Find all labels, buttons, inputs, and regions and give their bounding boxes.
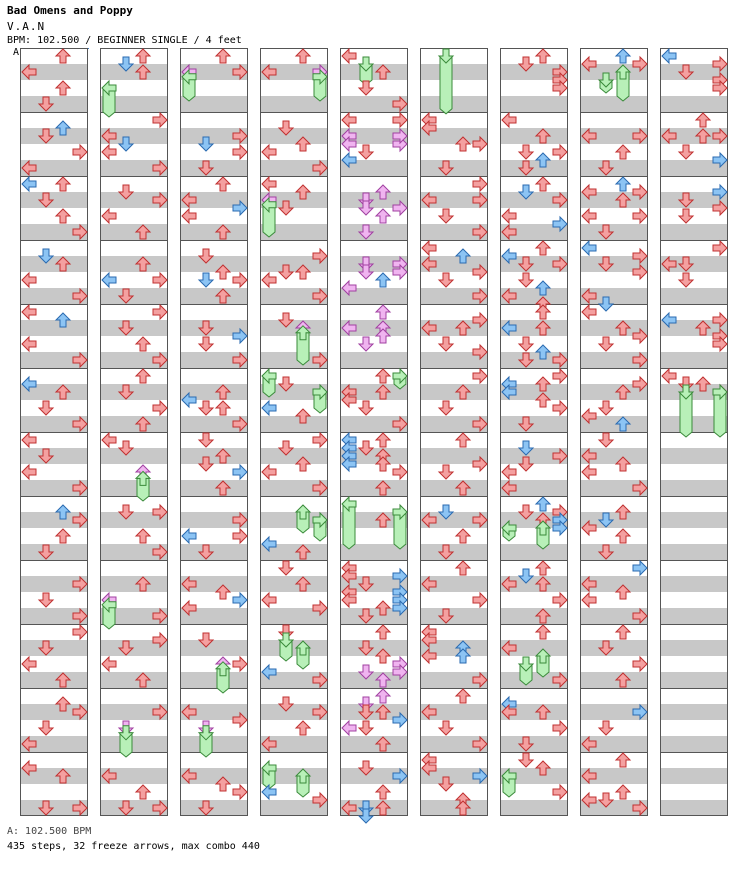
freeze-arrow-down	[439, 49, 453, 114]
beat-stripe	[340, 224, 408, 240]
beat-stripe	[500, 160, 568, 176]
freeze-arrow-left	[102, 598, 116, 629]
beat-stripe	[580, 160, 648, 176]
beat-stripe	[580, 224, 648, 240]
song-name: V.A.N	[7, 20, 46, 33]
freeze-arrow-left	[262, 369, 276, 397]
beat-stripe	[420, 64, 488, 80]
beat-stripe	[180, 672, 248, 688]
beat-stripe	[580, 544, 648, 560]
beat-stripe	[260, 416, 328, 432]
beat-stripe	[180, 736, 248, 752]
beat-stripe	[180, 448, 248, 464]
beat-stripe	[420, 608, 488, 624]
beat-stripe	[180, 800, 248, 816]
beat-stripe	[420, 96, 488, 112]
beat-stripe	[20, 544, 88, 560]
freeze-arrow-up	[296, 326, 310, 365]
beat-stripe	[180, 256, 248, 272]
freeze-arrow-up	[296, 505, 310, 533]
beat-stripe	[100, 576, 168, 592]
freeze-arrow-right	[313, 70, 327, 101]
song-title: Bad Omens and Poppy	[7, 4, 133, 17]
chart-column	[20, 48, 88, 816]
freeze-arrow-left	[102, 81, 116, 117]
beat-stripe	[580, 96, 648, 112]
chart-column	[100, 48, 168, 816]
beat-stripe	[660, 96, 728, 112]
beat-stripe	[660, 608, 728, 624]
beat-stripe	[100, 480, 168, 496]
freeze-arrow-up	[216, 662, 230, 693]
freeze-arrow-left	[262, 198, 276, 237]
chart-column	[580, 48, 648, 816]
beat-stripe	[20, 96, 88, 112]
beat-stripe	[660, 704, 728, 720]
beat-stripe	[660, 352, 728, 368]
beat-stripe	[100, 736, 168, 752]
beat-stripe	[660, 480, 728, 496]
beat-stripe	[660, 288, 728, 304]
beat-stripe	[180, 640, 248, 656]
beat-stripe	[100, 224, 168, 240]
freeze-arrow-up	[616, 65, 630, 101]
freeze-arrow-right	[393, 505, 407, 549]
beat-stripe	[100, 64, 168, 80]
beat-stripe	[260, 320, 328, 336]
beat-stripe	[500, 128, 568, 144]
beat-stripe	[420, 480, 488, 496]
beat-stripe	[180, 480, 248, 496]
chart-column	[260, 48, 328, 816]
beat-stripe	[580, 672, 648, 688]
beat-stripe	[500, 800, 568, 816]
beat-stripe	[100, 672, 168, 688]
beat-stripe	[100, 416, 168, 432]
beat-stripe	[500, 416, 568, 432]
freeze-arrow-up	[536, 649, 550, 677]
chart-stats: 435 steps, 32 freeze arrows, max combo 440	[7, 841, 260, 852]
bpm-legend: A: 102.500 BPM	[7, 826, 92, 837]
beat-stripe	[660, 736, 728, 752]
beat-stripe	[20, 256, 88, 272]
beat-stripe	[420, 384, 488, 400]
freeze-arrow-up	[296, 641, 310, 669]
beat-stripe	[260, 448, 328, 464]
beat-stripe	[20, 320, 88, 336]
freeze-arrow-left	[182, 70, 196, 101]
beat-stripe	[180, 288, 248, 304]
beat-stripe	[340, 480, 408, 496]
bpm-marker: A	[13, 47, 20, 58]
freeze-arrow-right	[713, 385, 727, 437]
beat-stripe	[100, 448, 168, 464]
beat-stripe	[260, 576, 328, 592]
beat-stripe	[500, 544, 568, 560]
beat-stripe	[100, 384, 168, 400]
beat-stripe	[420, 160, 488, 176]
beat-stripe	[260, 640, 328, 656]
beat-stripe	[100, 288, 168, 304]
beat-stripe	[660, 224, 728, 240]
beat-stripe	[660, 672, 728, 688]
beat-stripe	[340, 640, 408, 656]
beat-stripe	[340, 352, 408, 368]
beat-stripe	[20, 448, 88, 464]
beat-stripe	[580, 640, 648, 656]
beat-stripe	[180, 160, 248, 176]
freeze-arrow-right	[313, 385, 327, 413]
beat-stripe	[20, 128, 88, 144]
freeze-arrow-right	[313, 513, 327, 541]
beat-stripe	[340, 736, 408, 752]
beat-stripe	[100, 256, 168, 272]
freeze-arrow-up	[136, 471, 150, 501]
beat-stripe	[20, 672, 88, 688]
freeze-arrow-up	[296, 769, 310, 797]
beat-stripe	[660, 576, 728, 592]
freeze-arrow-left	[502, 769, 516, 797]
beat-stripe	[260, 128, 328, 144]
beat-stripe	[420, 800, 488, 816]
freeze-body	[440, 56, 452, 114]
beat-stripe	[500, 96, 568, 112]
freeze-arrow-down	[679, 385, 693, 437]
freeze-arrow-left	[342, 497, 356, 549]
beat-stripe	[20, 640, 88, 656]
beat-stripe	[20, 192, 88, 208]
beat-stripe	[340, 64, 408, 80]
beat-stripe	[660, 800, 728, 816]
chart-column	[420, 48, 488, 816]
beat-stripe	[500, 736, 568, 752]
beat-stripe	[180, 544, 248, 560]
freeze-arrow-up	[536, 521, 550, 549]
beat-stripe	[660, 768, 728, 784]
beat-stripe	[420, 544, 488, 560]
beat-stripe	[660, 512, 728, 528]
beat-stripe	[180, 224, 248, 240]
beat-stripe	[500, 608, 568, 624]
beat-stripe	[100, 320, 168, 336]
chart-meta: BPM: 102.500 / BEGINNER SINGLE / 4 feet	[7, 35, 242, 46]
beat-stripe	[660, 544, 728, 560]
beat-stripe	[660, 640, 728, 656]
beat-stripe	[660, 448, 728, 464]
chart-column	[180, 48, 248, 816]
